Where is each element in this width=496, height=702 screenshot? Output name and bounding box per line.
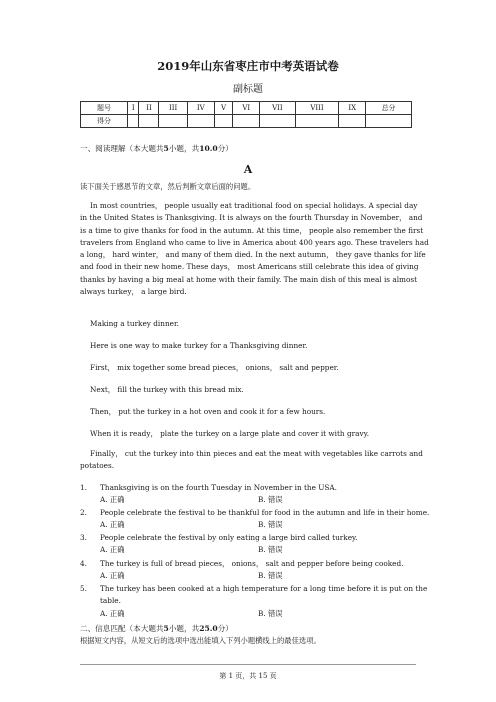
- option-a[interactable]: A. 正确: [100, 571, 125, 580]
- score-table-header-cell: V: [214, 102, 233, 115]
- score-cell: [187, 115, 214, 128]
- score-cell: [139, 115, 159, 128]
- recipe-title: Making a turkey dinner.: [90, 319, 179, 328]
- recipe-line: Here is one way to make turkey for a Thanksgiving dinner.: [90, 341, 308, 350]
- score-table-header-cell: I: [128, 102, 139, 115]
- score-table-header-cell: IX: [339, 102, 366, 115]
- question-text-continued: table.: [100, 596, 121, 605]
- question-text: The turkey is full of bread pieces， onions， salt and pepper before being cooked.: [100, 559, 404, 568]
- paragraph-line: travelers from England who came to live in America about 400 years ago. These travelers had: [80, 237, 429, 247]
- option-a[interactable]: A. 正确: [100, 495, 125, 504]
- score-table-score-row: [81, 115, 412, 128]
- score-table-header-cell: II: [139, 102, 159, 115]
- recipe-line: Then， put the turkey in a hot oven and cook it for a few hours.: [90, 407, 326, 416]
- page-footer: 第 1 页，共 15 页: [219, 672, 277, 680]
- option-b[interactable]: B. 错误: [258, 571, 283, 580]
- option-b[interactable]: B. 错误: [258, 520, 283, 529]
- question-text: The turkey has been cooked at a high temperature for a long time before it is put on the: [100, 584, 428, 593]
- score-table-header-row: [81, 102, 412, 115]
- score-cell: [339, 115, 366, 128]
- paragraph-line: and food in their new home. These days， most Americans still celebrate this idea of giving: [80, 262, 419, 272]
- recipe-line: When it is ready， plate the turkey on a large plate and cover it with gravy.: [90, 429, 370, 438]
- score-cell: [366, 115, 412, 128]
- passage-intro: 读下面关于感恩节的文章，然后判断文章后面的问题。: [80, 182, 256, 191]
- score-table-header-cell: VII: [260, 102, 295, 115]
- score-cell: [233, 115, 260, 128]
- question-text: Thanksgiving is on the fourth Tuesday in November in the USA.: [100, 483, 337, 492]
- score-table-header-cell: IV: [187, 102, 214, 115]
- score-cell: [214, 115, 233, 128]
- passage-heading: A: [243, 163, 253, 176]
- question-number: 2.: [80, 508, 87, 517]
- page-title: 2019年山东省枣庄市中考英语试卷: [157, 59, 339, 73]
- paragraph-line: In most countries， people usually eat traditional food on special holidays. A special day: [90, 201, 418, 210]
- section-2-intro: 根据短文内容，从短文后的选项中选出能填入下列小题横线上的最佳选项。: [80, 636, 321, 645]
- score-cell: [295, 115, 339, 128]
- option-b[interactable]: B. 错误: [258, 609, 283, 618]
- recipe-line: Next， fill the turkey with this bread mix.: [90, 385, 244, 394]
- section-1-heading: 一、阅读理解（本大题共5小题，共10.0分）: [80, 144, 233, 153]
- page-subtitle: 副标题: [233, 84, 263, 95]
- question-text: People celebrate the festival by only eating a large bird called turkey.: [100, 533, 358, 542]
- option-a[interactable]: A. 正确: [100, 545, 125, 554]
- score-table-header-cell: VIII: [295, 102, 339, 115]
- score-cell: [260, 115, 295, 128]
- paragraph-line: potatoes.: [80, 461, 115, 471]
- option-b[interactable]: B. 错误: [258, 545, 283, 554]
- score-table-header-cell: III: [159, 102, 187, 115]
- question-text: People celebrate the festival to be thankful for food in the autumn and life in their home.: [100, 508, 430, 517]
- paragraph-line: Finally， cut the turkey into thin pieces and eat the meat with vegetables like carrots and: [90, 449, 423, 458]
- score-table-header-cell: 总分: [366, 102, 412, 115]
- recipe-finally: [80, 448, 423, 473]
- score-table-header-cell: 题号: [81, 102, 128, 115]
- score-table: [80, 101, 412, 128]
- question-number: 4.: [80, 559, 87, 568]
- question-number: 5.: [80, 584, 87, 593]
- score-cell: [128, 115, 139, 128]
- recipe-line: First， mix together some bread pieces， onions， salt and pepper.: [90, 363, 339, 372]
- paragraph-line: a long， hard winter， and many of them died. In the next autumn， they gave thanks for life: [80, 250, 426, 260]
- score-table-row-label: 得分: [81, 115, 128, 128]
- score-table-header-cell: VI: [233, 102, 260, 115]
- paragraph-line: in the United States is Thanksgiving. It is always on the fourth Thursday in November， and: [80, 213, 423, 223]
- question-number: 1.: [80, 483, 87, 492]
- passage-paragraph: [80, 200, 429, 298]
- paragraph-line: thanks by having a big meal at home with their family. The main dish of this meal is almost: [80, 274, 418, 284]
- score-cell: [159, 115, 187, 128]
- paragraph-line: is a time to give thanks for food in the autumn. At this time， people also remember the first: [80, 225, 424, 235]
- question-number: 3.: [80, 533, 87, 542]
- section-2-heading: 二、信息匹配（本大题共5小题，共25.0分）: [80, 624, 233, 633]
- option-b[interactable]: B. 错误: [258, 495, 283, 504]
- option-a[interactable]: A. 正确: [100, 520, 125, 529]
- option-a[interactable]: A. 正确: [100, 609, 125, 618]
- footer-divider: [80, 664, 416, 665]
- paragraph-line: always turkey， a large bird.: [80, 287, 187, 297]
